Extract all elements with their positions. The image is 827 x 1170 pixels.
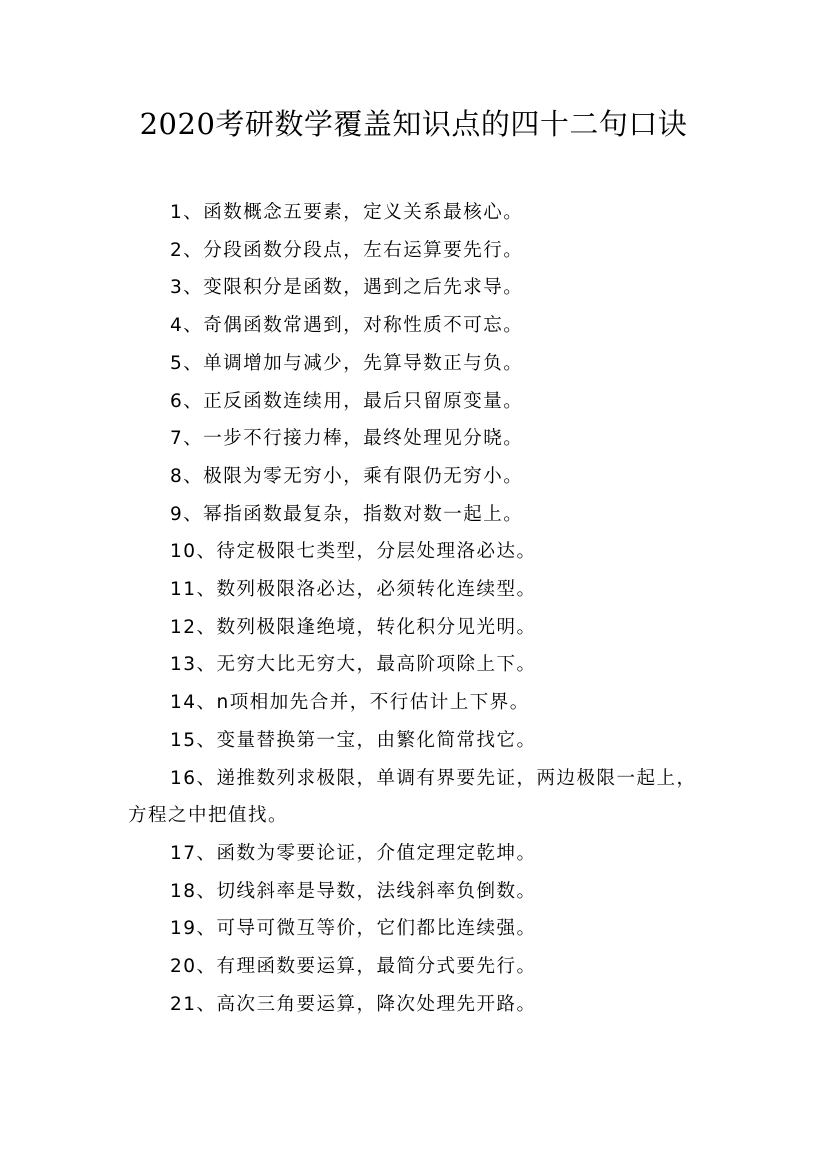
verse-item: 18、切线斜率是导数，法线斜率负倒数。 [170,880,537,902]
verse-item: 5、单调增加与减少，先算导数正与负。 [170,352,524,374]
verse-item: 4、奇偶函数常遇到，对称性质不可忘。 [170,315,524,337]
verse-item: 10、待定极限七类型，分层处理洛必达。 [170,541,537,563]
verse-item: 13、无穷大比无穷大，最高阶项除上下。 [170,654,537,676]
verse-item: 2、分段函数分段点，左右运算要先行。 [170,239,524,261]
verse-list [128,194,708,1023]
verse-item: 6、正反函数连续用，最后只留原变量。 [170,390,524,412]
verse-item: 19、可导可微互等价，它们都比连续强。 [170,918,537,940]
verse-item: 7、一步不行接力棒，最终处理见分晓。 [170,428,524,450]
verse-item: 1、函数概念五要素，定义关系最核心。 [170,202,524,223]
page-title: 2020考研数学覆盖知识点的四十二句口诀 [139,107,688,141]
verse-item: 11、数列极限洛必达，必须转化连续型。 [170,579,537,601]
verse-item: 9、幂指函数最复杂，指数对数一起上。 [170,503,524,525]
verse-item: 3、变限积分是函数，遇到之后先求导。 [170,277,524,299]
verse-item: 17、函数为零要论证，介值定理定乾坤。 [170,842,537,864]
verse-item: 16、递推数列求极限，单调有界要先证，两边极限一起上，方程之中把值找。 [128,767,697,827]
verse-item: 12、数列极限逢绝境，转化积分见光明。 [170,616,537,638]
verse-item: 8、极限为零无穷小，乘有限仍无穷小。 [170,465,524,487]
verse-item: 14、n项相加先合并，不行估计上下界。 [170,692,530,714]
verse-item: 20、有理函数要运算，最简分式要先行。 [170,956,537,978]
verse-item: 21、高次三角要运算，降次处理先开路。 [170,993,537,1015]
verse-item: 15、变量替换第一宝，由繁化简常找它。 [170,729,537,751]
